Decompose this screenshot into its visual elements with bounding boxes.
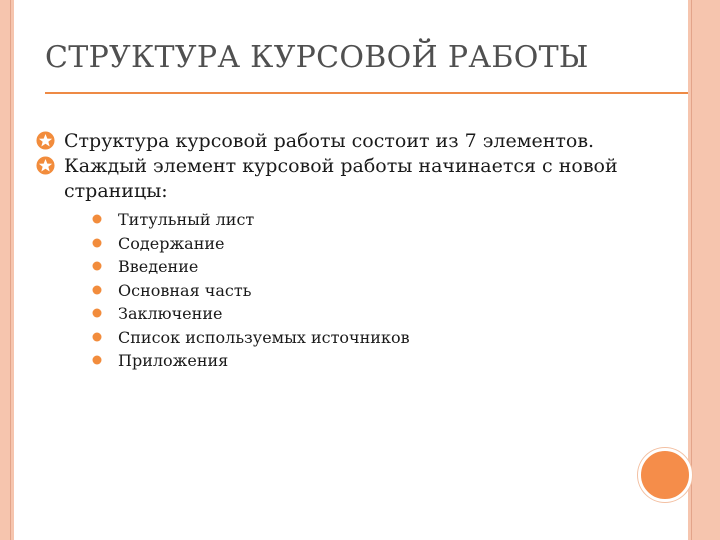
sub-list-item	[92, 255, 654, 279]
star-bullet-icon	[36, 131, 55, 150]
sub-list-item	[92, 232, 654, 256]
left-border-line	[10, 0, 11, 540]
sub-list-item	[92, 349, 654, 373]
bullet-text-2: Каждый элемент курсовой работы начинается с новой страницы:	[64, 155, 618, 202]
sub-item-text: Титульный лист	[118, 210, 255, 229]
circle-bullet-icon	[92, 308, 102, 318]
sub-item-text: Введение	[118, 257, 199, 276]
circle-bullet-icon	[92, 261, 102, 271]
sub-item-text: Заключение	[118, 304, 223, 323]
bullet-text-1: Структура курсовой работы состоит из 7 элементов.	[64, 130, 595, 152]
sub-item-text: Приложения	[118, 351, 229, 370]
circle-bullet-icon	[92, 238, 102, 248]
sub-item-text: Содержание	[118, 233, 225, 253]
slide-canvas	[14, 0, 688, 540]
bullet-item-1	[34, 129, 654, 154]
sub-list-item	[92, 302, 654, 326]
title-underline	[45, 92, 688, 94]
sub-list	[34, 208, 654, 373]
circle-bullet-icon	[92, 332, 102, 342]
circle-bullet-icon	[92, 214, 102, 224]
sub-item-text: Основная часть	[118, 280, 252, 300]
star-bullet-icon	[36, 156, 55, 175]
sub-list-item	[92, 208, 654, 232]
circle-bullet-icon	[92, 285, 102, 295]
right-border-line	[691, 0, 692, 540]
decorative-circle	[638, 448, 692, 502]
bullet-list	[34, 129, 654, 373]
bullet-item-2	[34, 154, 654, 204]
circle-bullet-icon	[92, 355, 102, 365]
sub-item-text: Список используемых источников	[118, 327, 410, 347]
slide-title: СТРУКТУРА КУРСОВОЙ РАБОТЫ	[45, 40, 589, 75]
sub-list-item	[92, 326, 654, 350]
sub-list-item	[92, 279, 654, 303]
